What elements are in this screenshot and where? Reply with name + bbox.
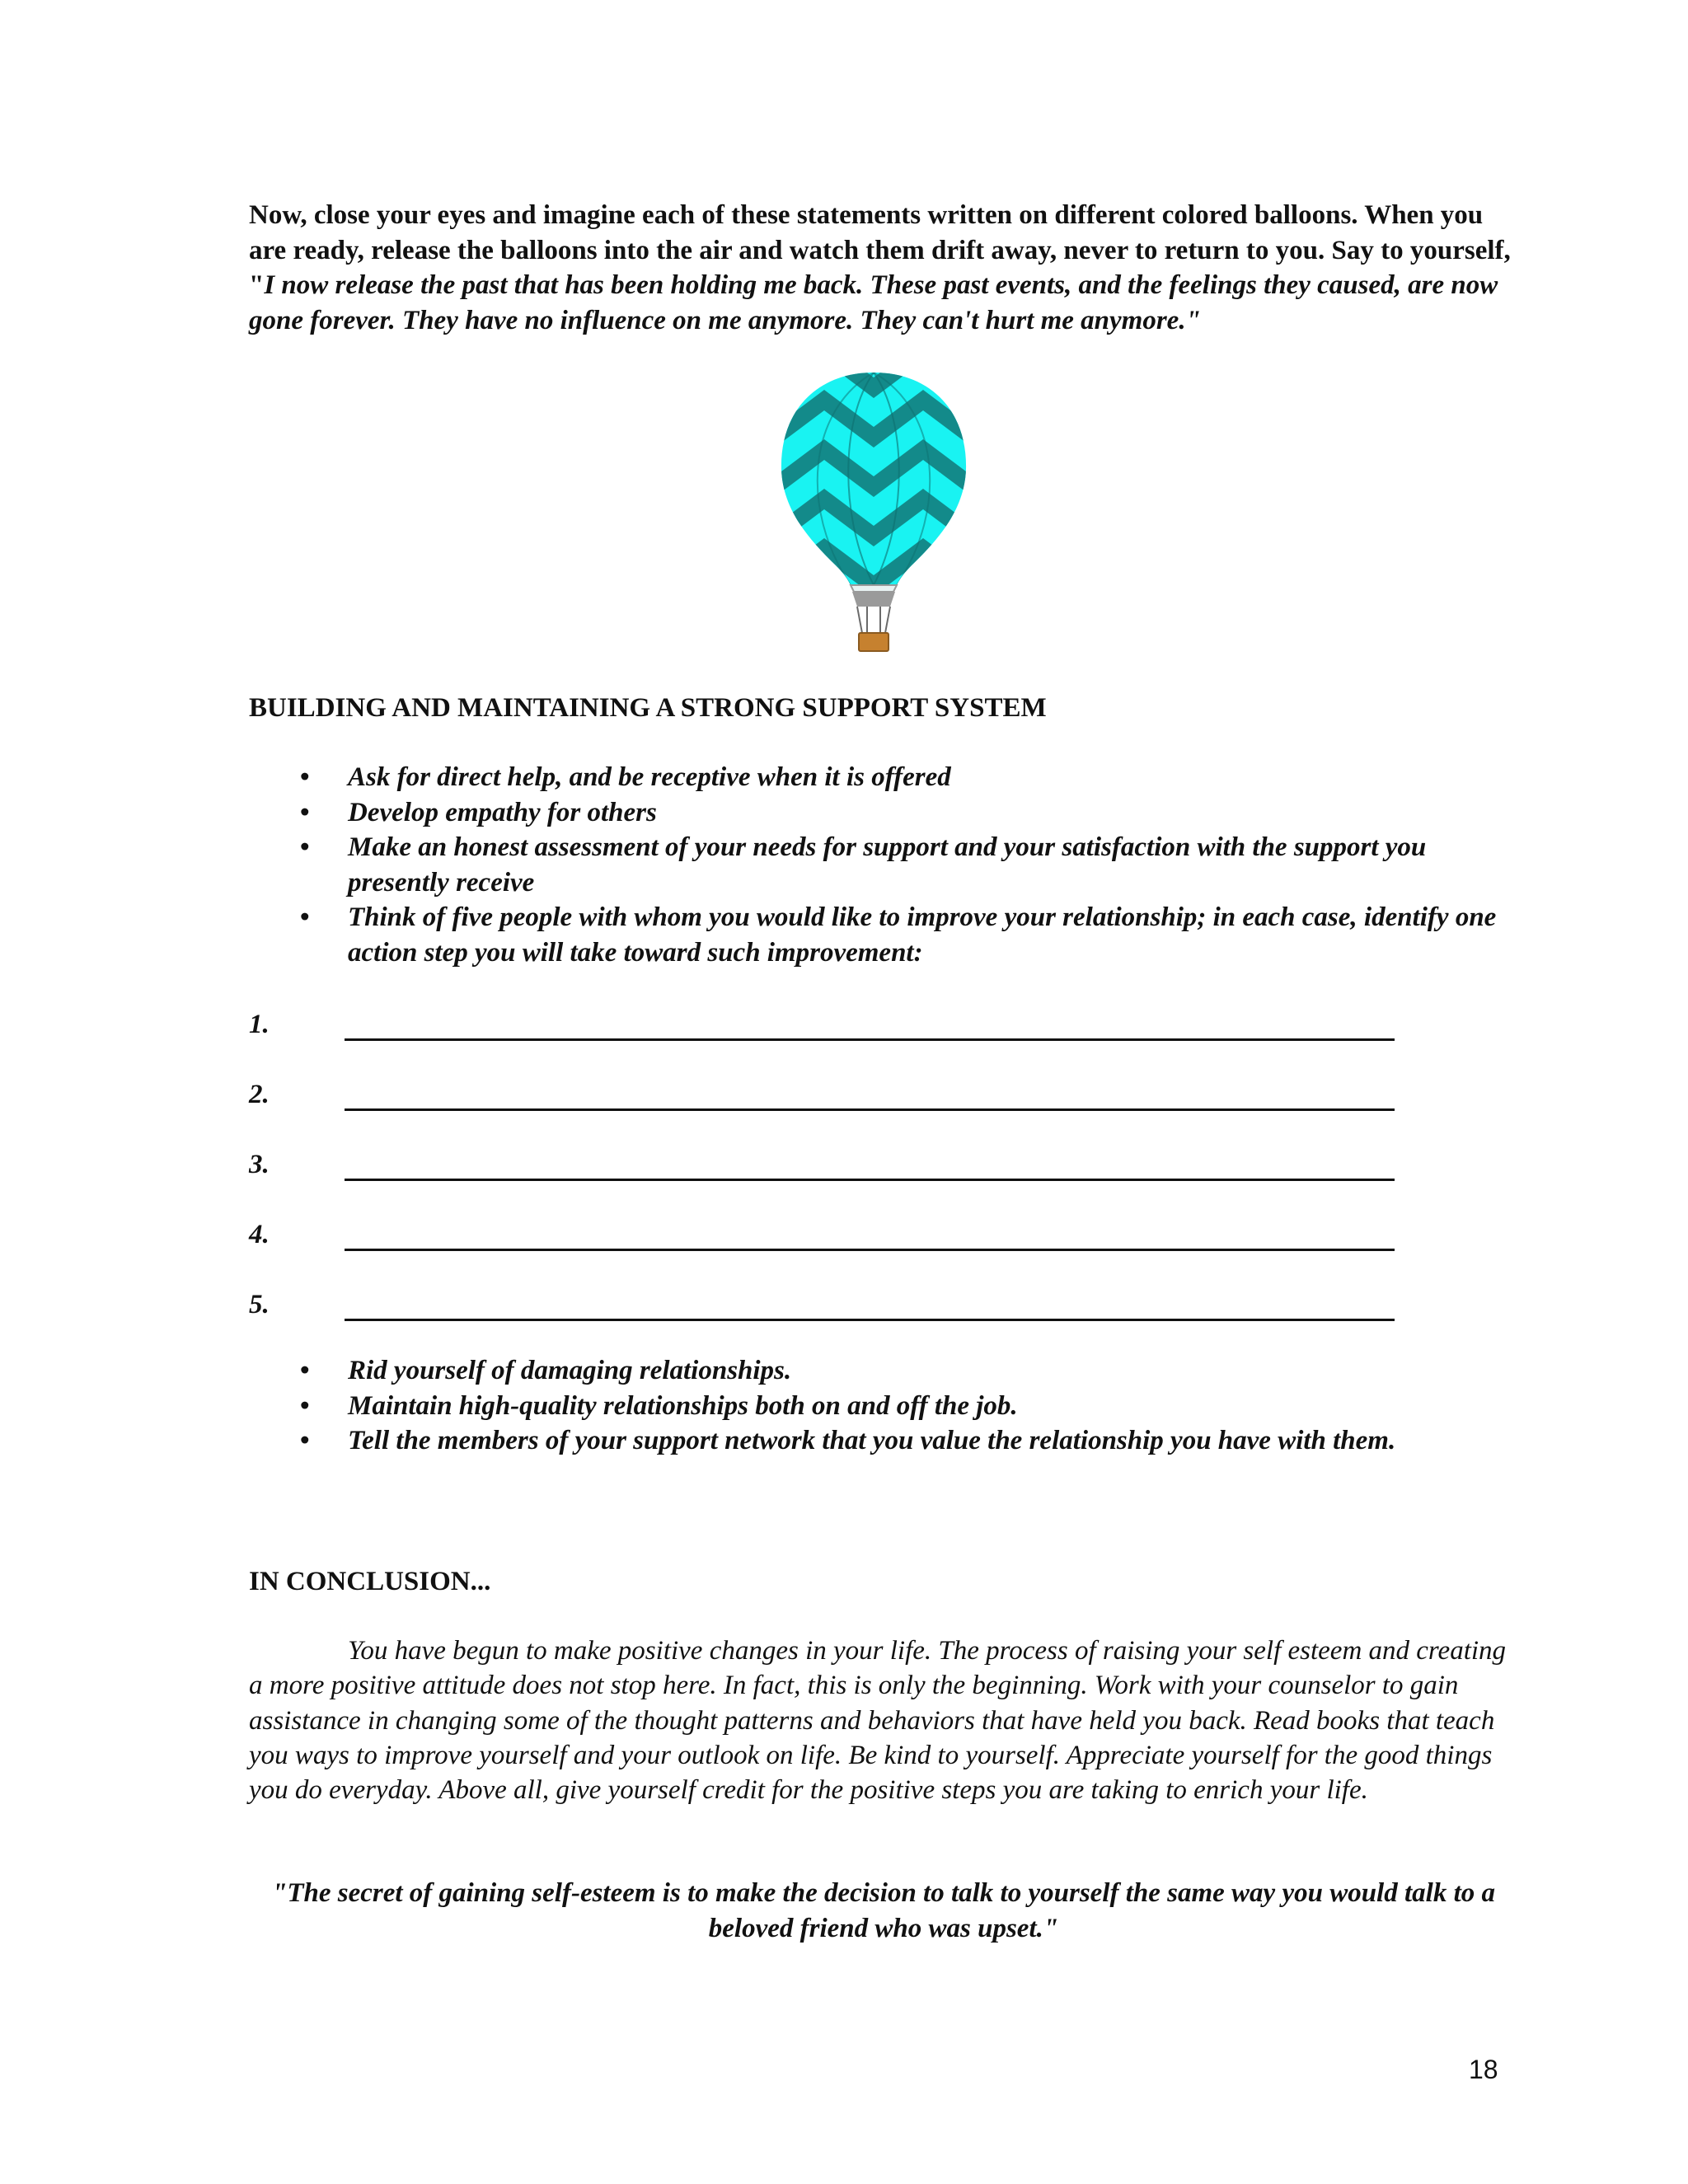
bullet-icon: • (300, 797, 310, 827)
bullet-icon: • (300, 902, 310, 932)
conclusion-heading: IN CONCLUSION... (249, 1567, 491, 1596)
bullet-text: Maintain high-quality relationships both on and off the job. (348, 1390, 1018, 1421)
bullet-text: Ask for direct help, and be receptive when it is offered (348, 762, 951, 792)
bullet-icon: • (300, 762, 310, 792)
bullet-text: Make an honest assessment of your needs for support and your satisfaction with the support you presently receive (348, 832, 1427, 898)
fill-in-line[interactable] (345, 1038, 1395, 1041)
closing-quote: "The secret of gaining self-esteem is to make the decision to talk to yourself the same way you would talk to a beloved friend who was upset." (272, 1878, 1495, 1943)
bullet-icon: • (300, 1426, 310, 1455)
fill-in-line[interactable] (345, 1249, 1395, 1251)
support-bullets-list (249, 760, 1518, 970)
list-item (249, 830, 1518, 900)
step-number: 1. (249, 1010, 270, 1039)
list-item (249, 1389, 1518, 1424)
bullet-text: Develop empathy for others (348, 797, 657, 827)
action-step-row (249, 1287, 1403, 1357)
bullet-icon: • (300, 1390, 310, 1421)
list-item (249, 900, 1518, 970)
action-step-row (249, 1147, 1403, 1217)
step-number: 3. (249, 1150, 270, 1179)
action-step-row (249, 1077, 1403, 1147)
list-item (249, 795, 1518, 831)
fill-in-line[interactable] (345, 1319, 1395, 1321)
list-item (249, 1423, 1518, 1459)
bullet-text: Tell the members of your support network that you value the relationship you have with them. (348, 1426, 1396, 1455)
bullet-text: Rid yourself of damaging relationships. (348, 1356, 792, 1385)
fill-in-line[interactable] (345, 1179, 1395, 1181)
list-item (249, 1353, 1518, 1389)
hot-air-balloon-icon (775, 369, 973, 658)
relationship-bullets-list (249, 1353, 1518, 1459)
conclusion-paragraph: You have begun to make positive changes in your life. The process of raising your self esteem and creating a more positive attitude does not stop here. In fact, this is only the beginning. Work with your counselor to gain assistance in changing some of the thought patterns and behaviors that have held you back. Read books that teach you ways to improve yourself and your outlook on life. Be kind to yourself. Appreciate yourself for the good things you do everyday. Above all, give yourself credit for the positive steps you are taking to enrich your life. (249, 1636, 1507, 1806)
action-step-row (249, 1007, 1403, 1077)
intro-lead: Now, close your eyes and imagine each of these statements written on different colored balloons. When you are ready, release the balloons into the air and watch them drift away, never to return to you. Say to yourself, " (249, 200, 1511, 300)
fill-in-line[interactable] (345, 1108, 1395, 1111)
intro-paragraph (249, 198, 1518, 338)
support-heading: BUILDING AND MAINTAINING A STRONG SUPPORT SYSTEM (249, 693, 1047, 723)
bullet-icon: • (300, 1356, 310, 1385)
step-number: 5. (249, 1290, 270, 1319)
action-steps-list (249, 1007, 1403, 1357)
action-step-row (249, 1217, 1403, 1287)
step-number: 2. (249, 1080, 270, 1109)
intro-quote: I now release the past that has been holding me back. These past events, and the feelings they caused, are now gone forever. They have no influence on me anymore. They can't hurt me anymore." (249, 270, 1498, 335)
list-item (249, 760, 1518, 795)
page-number: 18 (1469, 2055, 1498, 2084)
bullet-icon: • (300, 832, 310, 862)
bullet-text: Think of five people with whom you would like to improve your relationship; in each case, identify one action step you will take toward such improvement: (348, 902, 1497, 968)
step-number: 4. (249, 1220, 270, 1249)
